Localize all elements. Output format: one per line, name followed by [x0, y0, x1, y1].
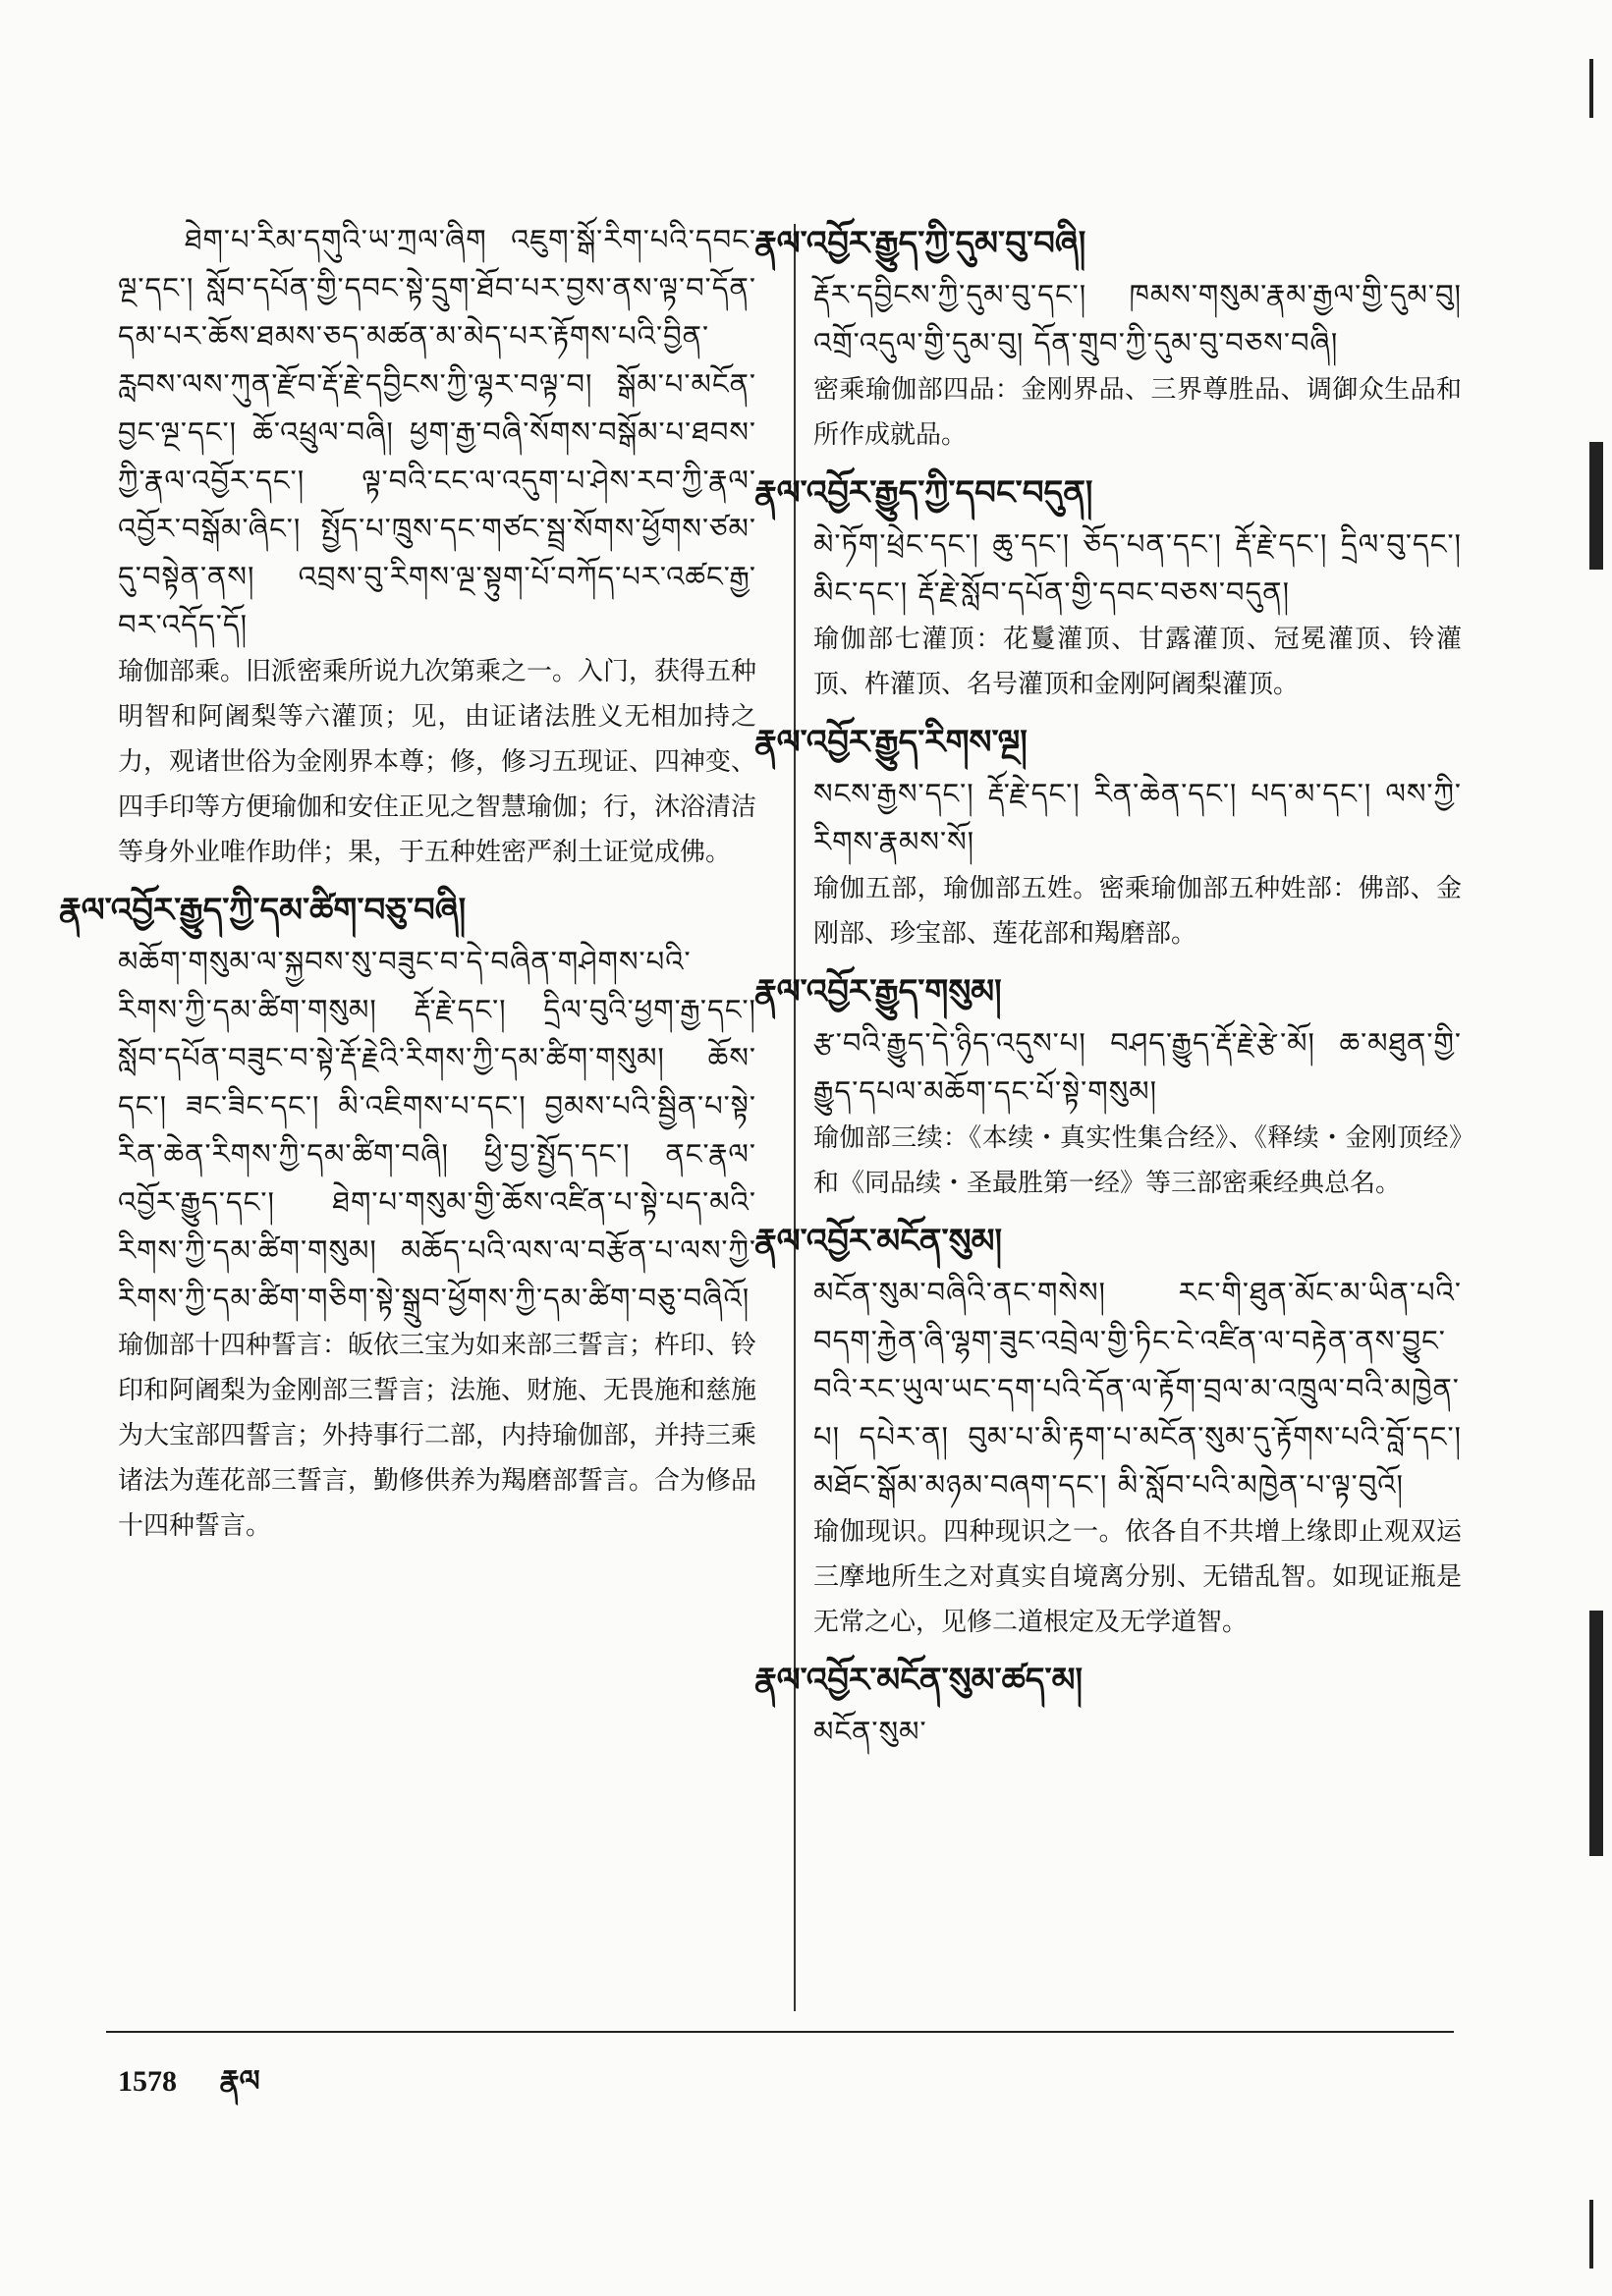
- entry-headword: རྣལ་འབྱོར་རྒྱུད་ཀྱི་དམ་ཚིག་བཅུ་བཞི།: [59, 891, 467, 930]
- entry-definition-tibetan: སངས་རྒྱས་དང་། རྡོ་རྗེ་དང་། རིན་ཆེན་དང་། པད་མ་དང་། ལས་ཀྱི་རིགས་རྣམས་སོ།: [813, 777, 1462, 858]
- section-tab: རྣལ: [219, 2064, 260, 2099]
- entry-definition-tibetan: ཐེག་པ་རིམ་དགུའི་ཡ་ཀྲལ་ཞིག འཇུག་སྒོ་རིག་པའི་དབང་ལྔ་དང་། སློབ་དཔོན་གྱི་དབང་སྟེ་དྲུག་ཐོབ་པར་བྱས་ནས་ལྟ་བ་དོན་དམ་པར་ཆོས་ཐམས་ཅད་མཚན་མ་མེད་པར་རྟོགས་པའི་བྱིན་རླབས་ལས་ཀུན་རྫོབ་རྡོ་རྗེ་དབྱིངས་ཀྱི་ལྷར་བལྟ་བ། སྒོམ་པ་མངོན་བྱང་ལྔ་དང་། ཆོ་འཕྲུལ་བཞི། ཕྱག་རྒྱ་བཞི་སོགས་བསྒོམ་པ་ཐབས་ཀྱི་རྣལ་འབྱོར་དང་། ལྟ་བའི་ངང་ལ་འདུག་པ་ཤེས་རབ་ཀྱི་རྣལ་འབྱོར་བསྒོམ་ཞིང་། སྤྱོད་པ་ཁྲུས་དང་གཙང་སྦྲ་སོགས་ཕྱོགས་ཙམ་དུ་བསྟེན་ནས། འབྲས་བུ་རིགས་ལྔ་སྟུག་པོ་བཀོད་པར་འཚང་རྒྱ་བར་འདོད་དོ།: [118, 223, 756, 641]
- scan-edge-mark: [1589, 1611, 1603, 1856]
- entry-definition-tibetan: མངོན་སུམ་བཞིའི་ནང་གསེས། རང་གི་ཐུན་མོང་མ་ཡིན་པའི་བདག་རྐྱེན་ཞི་ལྷག་ཟུང་འབྲེལ་གྱི་ཏིང་ངེ་འཛིན་ལ་བརྟེན་ནས་བྱུང་བའི་རང་ཡུལ་ཡང་དག་པའི་དོན་ལ་རྟོག་བྲལ་མ་འཁྲུལ་བའི་མཁྱེན་པ། དཔེར་ན། བུམ་པ་མི་རྟག་པ་མངོན་སུམ་དུ་རྟོགས་པའི་བློ་དང་། མཐོང་སྒོམ་མཉམ་བཞག་དང་། མི་སློབ་པའི་མཁྱེན་པ་ལྟ་བུའོ།: [813, 1276, 1462, 1502]
- entry-definition-tibetan: མཆོག་གསུམ་ལ་སྐྱབས་སུ་བཟུང་བ་དེ་བཞིན་གཤེགས་པའི་རིགས་ཀྱི་དམ་ཚིག་གསུམ། རྡོ་རྗེ་དང་། དྲིལ་བུའི་ཕྱག་རྒྱ་དང་། སློབ་དཔོན་བཟུང་བ་སྟེ་རྡོ་རྗེའི་རིགས་ཀྱི་དམ་ཚིག་གསུམ། ཆོས་དང་། ཟང་ཟིང་དང་། མི་འཇིགས་པ་དང་། བྱམས་པའི་སྦྱིན་པ་སྟེ་རིན་ཆེན་རིགས་ཀྱི་དམ་ཚིག་བཞི། ཕྱི་བྱ་སྤྱོད་དང་། ནང་རྣལ་འབྱོར་རྒྱུད་དང་། ཐེག་པ་གསུམ་གྱི་ཆོས་འཛིན་པ་སྟེ་པད་མའི་རིགས་ཀྱི་དམ་ཚིག་གསུམ། མཆོད་པའི་ལས་ལ་བརྩོན་པ་ལས་ཀྱི་རིགས་ཀྱི་དམ་ཚིག་གཅིག་སྟེ་སྒྲུབ་ཕྱོགས་ཀྱི་དམ་ཚིག་བཅུ་བཞིའོ།: [118, 945, 756, 1315]
- dictionary-entry: [59, 883, 757, 1549]
- page-number: 1578: [118, 2065, 177, 2098]
- entry-definition-chinese: 瑜伽部三续：《本续・真实性集合经》、《释续・金刚顶经》和《同品续・圣最胜第一经》等三部密乘经典总名。: [813, 1123, 1462, 1198]
- left-column: [59, 216, 757, 1557]
- dictionary-entry: [754, 216, 1462, 458]
- entry-definition-chinese: 瑜伽部十四种誓言：皈依三宝为如来部三誓言；杵印、铃印和阿阇梨为金刚部三誓言；法施、财施、无畏施和慈施为大宝部四誓言；外持事行二部，内持瑜伽部，并持三乘诸法为莲花部三誓言，勤修供养为羯磨部誓言。合为修品十四种誓言。: [118, 1331, 757, 1541]
- entry-headword: རྣལ་འབྱོར་མངོན་སུམ་ཚད་མ།: [754, 1661, 1084, 1700]
- right-column: [754, 216, 1462, 1764]
- entry-definition-chinese: 瑜伽部七灌顶：花鬘灌顶、甘露灌顶、冠冕灌顶、铃灌顶、杵灌顶、名号灌顶和金刚阿阇梨灌顶。: [813, 625, 1462, 699]
- scan-edge-mark: [1589, 59, 1593, 118]
- footer-rule: [106, 2031, 1454, 2033]
- page-footer: [118, 2049, 260, 2131]
- scan-edge-mark: [1589, 442, 1603, 570]
- entry-headword: རྣལ་འབྱོར་རྒྱུད་ཀྱི་དབང་བདུན།: [754, 473, 1093, 513]
- entry-headword: རྣལ་འབྱོར་རྒྱུད་ཀྱི་དུམ་བུ་བཞི།: [754, 224, 1086, 263]
- entry-definition-chinese: 瑜伽部乘。旧派密乘所说九次第乘之一。入门，获得五种明智和阿阇梨等六灌顶；见，由证诸法胜义无相加持之力，观诸世俗为金刚界本尊；修，修习五现证、四神变、四手印等方便瑜伽和安住正见之智慧瑜伽；行，沐浴清洁等身外业唯作助伴；果，于五种姓密严刹土证觉成佛。: [118, 657, 757, 867]
- entry-definition-tibetan: མངོན་སུམ་: [813, 1715, 927, 1748]
- dictionary-entry: [754, 1214, 1462, 1645]
- entry-definition-tibetan: རྩ་བའི་རྒྱུད་དེ་ཉིད་འདུས་པ། བཤད་རྒྱུད་རྡོ་རྗེ་རྩེ་མོ། ཆ་མཐུན་གྱི་རྒྱུད་དཔལ་མཆོག་དང་པོ་སྟེ་གསུམ།: [813, 1026, 1462, 1108]
- dictionary-entry: [118, 216, 756, 875]
- dictionary-entry: [754, 715, 1462, 957]
- entry-headword: རྣལ་འབྱོར་མངོན་སུམ།: [754, 1222, 1003, 1261]
- entry-headword: རྣལ་འབྱོར་རྒྱུད་གསུམ།: [754, 972, 1002, 1011]
- entry-definition-chinese: 瑜伽现识。四种现识之一。依各自不共增上缘即止观双运三摩地所生之对真实自境离分别、无错乱智。如现证瓶是无常之心，见修二道根定及无学道智。: [813, 1517, 1462, 1637]
- entry-definition-chinese: 密乘瑜伽部四品：金刚界品、三界尊胜品、调御众生品和所作成就品。: [813, 375, 1462, 450]
- entry-definition-chinese: 瑜伽五部，瑜伽部五姓。密乘瑜伽部五种姓部：佛部、金刚部、珍宝部、莲花部和羯磨部。: [813, 874, 1462, 949]
- dictionary-entry: [754, 964, 1462, 1206]
- scan-edge-marks: [1589, 59, 1603, 2278]
- scan-edge-mark: [1589, 2200, 1593, 2269]
- dictionary-entry: [754, 465, 1462, 707]
- entry-definition-tibetan: རྡོར་དབྱིངས་ཀྱི་དུམ་བུ་དང་། ཁམས་གསུམ་རྣམ་རྒྱལ་གྱི་དུམ་བུ། འགྲོ་འདུལ་གྱི་དུམ་བུ། དོན་གྲུབ་ཀྱི་དུམ་བུ་བཅས་བཞི།: [813, 278, 1462, 359]
- entry-headword: རྣལ་འབྱོར་རྒྱུད་རིགས་ལྔ།: [754, 723, 1028, 762]
- dictionary-entry: [754, 1653, 1462, 1756]
- entry-definition-tibetan: མེ་ཏོག་ཕྲེང་དང་། ཆུ་དང་། ཅོད་པན་དང་། རྡོ་རྗེ་དང་། དྲིལ་བུ་དང་། མིང་དང་། རྡོ་རྗེ་སློབ་དཔོན་གྱི་དབང་བཅས་བདུན།: [813, 527, 1462, 609]
